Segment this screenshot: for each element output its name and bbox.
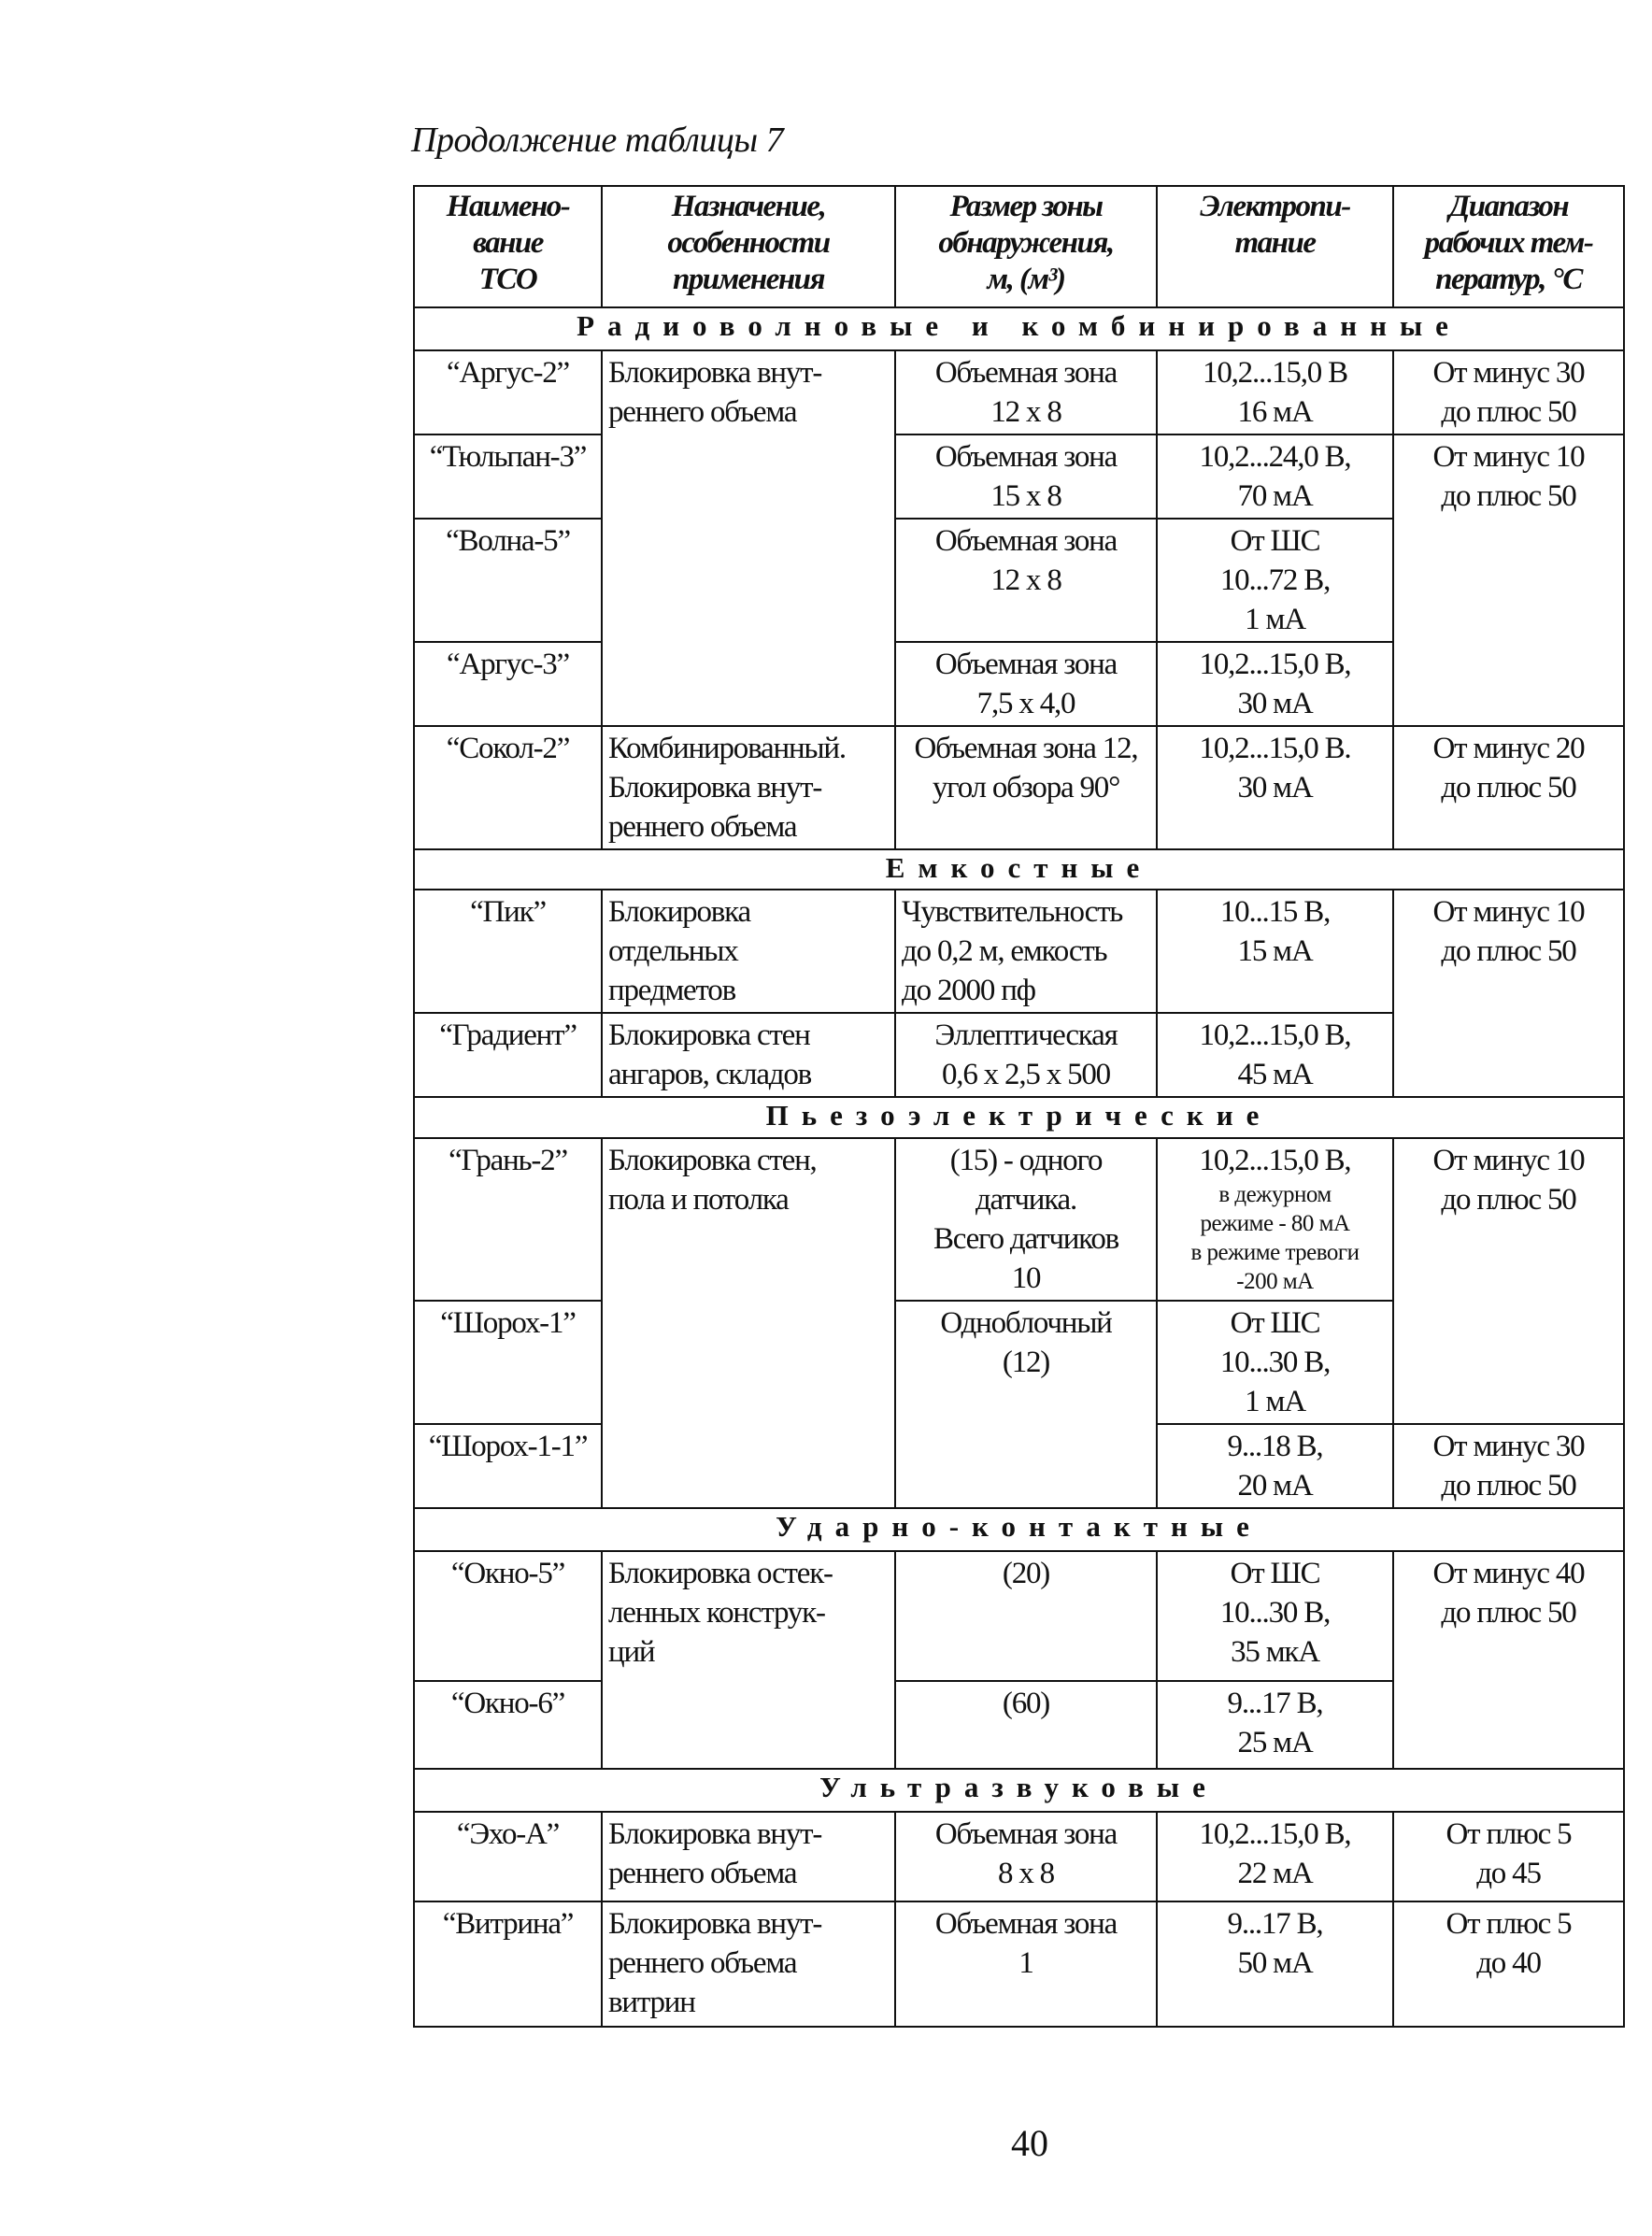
cell-zone: Одноблочный (12) (895, 1301, 1157, 1508)
cell-power: 10,2...15,0 В, 45 мА (1157, 1013, 1393, 1097)
cell-zone: Объемная зона 12, угол обзора 90° (895, 726, 1157, 849)
cell-temp: От плюс 5 до 40 (1393, 1901, 1624, 2027)
cell-name: “Шорох-1” (414, 1301, 602, 1424)
cell-power: 10...15 В, 15 мА (1157, 890, 1393, 1013)
table-row (414, 1138, 1624, 1301)
cell-purpose: Блокировка стен ангаров, складов (602, 1013, 895, 1097)
header-row (414, 186, 1624, 307)
cell-name: “Градиент” (414, 1013, 602, 1097)
cell-name: “Пик” (414, 890, 602, 1013)
cell-purpose: Блокировка внут- реннего объема (602, 1812, 895, 1901)
cell-zone: (15) - одного датчика. Всего датчиков 10 (895, 1138, 1157, 1301)
table-row (414, 1812, 1624, 1901)
cell-purpose: Блокировка остек- ленных конструк- ций (602, 1551, 895, 1769)
section-radio: Радиоволновые и комбинированные (414, 307, 1624, 350)
cell-zone: Объемная зона 8 x 8 (895, 1812, 1157, 1901)
table-row (414, 1901, 1624, 2027)
cell-power: 10,2...15,0 В, 30 мА (1157, 642, 1393, 726)
page-number: 40 (1011, 2122, 1048, 2164)
cell-zone: Объемная зона 1 (895, 1901, 1157, 2027)
cell-power: 10,2...15,0 В, 22 мА (1157, 1812, 1393, 1901)
cell-temp: От плюс 5 до 45 (1393, 1812, 1624, 1901)
cell-name: “Аргус-3” (414, 642, 602, 726)
cell-name: “Тюльпан-3” (414, 434, 602, 519)
section-impact: Ударно-контактные (414, 1508, 1624, 1551)
cell-name: “Витрина” (414, 1901, 602, 2027)
cell-power: От ШС 10...30 В, 35 мкА (1157, 1551, 1393, 1681)
cell-name: “Волна-5” (414, 519, 602, 642)
cell-zone: Объемная зона 12 x 8 (895, 519, 1157, 642)
cell-purpose: Комбинированный. Блокировка внут- реннего объема (602, 726, 895, 849)
cell-zone: Объемная зона 12 x 8 (895, 350, 1157, 434)
cell-zone: (60) (895, 1681, 1157, 1769)
cell-power: 10,2...24,0 В, 70 мА (1157, 434, 1393, 519)
cell-purpose: Блокировка внут- реннего объема витрин (602, 1901, 895, 2027)
cell-power (1157, 1138, 1393, 1301)
cell-name: “Грань-2” (414, 1138, 602, 1301)
cell-power: От ШС 10...30 В, 1 мА (1157, 1301, 1393, 1424)
cell-temp: От минус 30 до плюс 50 (1393, 1424, 1624, 1508)
table-caption: Продолжение таблицы 7 (411, 121, 784, 160)
section-piezo: Пьезоэлектрические (414, 1097, 1624, 1138)
cell-power: 10,2...15,0 В 16 мА (1157, 350, 1393, 434)
tso-table (413, 185, 1625, 2028)
cell-power: 9...18 В, 20 мА (1157, 1424, 1393, 1508)
cell-temp: От минус 10 до плюс 50 (1393, 890, 1624, 1097)
header-temp: Диапазон рабочих тем- ператур, °С (1393, 186, 1624, 307)
cell-zone: (20) (895, 1551, 1157, 1681)
cell-zone: Эллептическая 0,6 x 2,5 x 500 (895, 1013, 1157, 1097)
cell-temp: От минус 40 до плюс 50 (1393, 1551, 1624, 1769)
cell-zone: Объемная зона 15 x 8 (895, 434, 1157, 519)
cell-purpose: Блокировка отдельных предметов (602, 890, 895, 1013)
table-row (414, 726, 1624, 849)
cell-temp: От минус 10 до плюс 50 (1393, 434, 1624, 726)
header-power: Электропи- тание (1157, 186, 1393, 307)
cell-power: 9...17 В, 50 мА (1157, 1901, 1393, 2027)
cell-power: 9...17 В, 25 мА (1157, 1681, 1393, 1769)
section-ultrasonic: Ультразвуковые (414, 1769, 1624, 1812)
section-capacitive: Емкостные (414, 849, 1624, 890)
table-row (414, 350, 1624, 434)
cell-name: “Эхо-А” (414, 1812, 602, 1901)
header-name: Наимено- вание ТСО (414, 186, 602, 307)
header-zone: Размер зоны обнаружения, м, (м³) (895, 186, 1157, 307)
cell-power: 10,2...15,0 В. 30 мА (1157, 726, 1393, 849)
table-row (414, 1551, 1624, 1681)
cell-temp: От минус 10 до плюс 50 (1393, 1138, 1624, 1424)
table-row (414, 890, 1624, 1013)
cell-purpose: Блокировка внут- реннего объема (602, 350, 895, 726)
power-detail: в дежурном режиме - 80 мА в режиме тревоги -200 мА (1190, 1182, 1360, 1294)
cell-purpose: Блокировка стен, пола и потолка (602, 1138, 895, 1508)
cell-power: От ШС 10...72 В, 1 мА (1157, 519, 1393, 642)
cell-temp: От минус 30 до плюс 50 (1393, 350, 1624, 434)
header-purpose: Назначение, особенности применения (602, 186, 895, 307)
cell-zone: Объемная зона 7,5 x 4,0 (895, 642, 1157, 726)
power-main: 10,2...15,0 В, (1199, 1144, 1351, 1177)
cell-name: “Сокол-2” (414, 726, 602, 849)
table-row (414, 434, 1624, 519)
cell-name: “Аргус-2” (414, 350, 602, 434)
cell-temp: От минус 20 до плюс 50 (1393, 726, 1624, 849)
cell-name: “Окно-6” (414, 1681, 602, 1769)
cell-zone: Чувствительность до 0,2 м, емкость до 2000 пф (895, 890, 1157, 1013)
cell-name: “Шорох-1-1” (414, 1424, 602, 1508)
cell-name: “Окно-5” (414, 1551, 602, 1681)
